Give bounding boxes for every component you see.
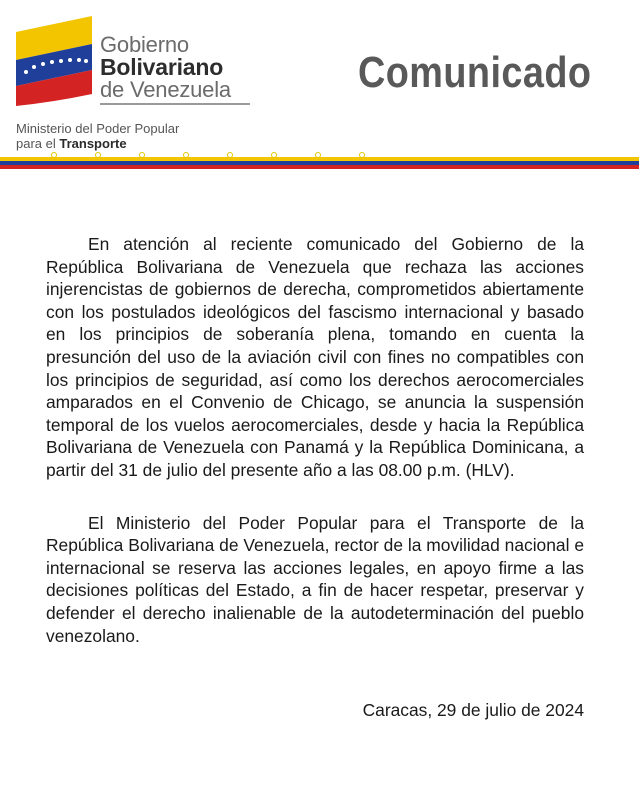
logo-text-line2: Bolivariano	[100, 54, 224, 80]
signature-date: Caracas, 29 de julio de 2024	[362, 700, 584, 720]
star-icon	[228, 153, 232, 157]
ministry-transport: Transporte	[59, 136, 127, 151]
page-title: Comunicado	[358, 48, 592, 97]
star-icon	[96, 153, 100, 157]
star-icon	[184, 153, 188, 157]
letterhead	[0, 0, 639, 175]
paragraph-2: El Ministerio del Poder Popular para el Transporte de la República Bolivariana de Venezuela, rector de la movilidad nacional e internacional se reserva las acciones legales, en apoyo firme a las decisiones políticas del Estado, a fin de hacer respetar, preservar y defender el derecho inalienable de la autodeterminación del pueblo venezolano.	[46, 512, 584, 646]
stripe-stars	[0, 153, 639, 159]
logo-divider	[100, 103, 250, 105]
venezuela-flag-logo-icon	[14, 14, 98, 106]
star-icon	[360, 153, 364, 157]
flag-stripe-red	[0, 165, 639, 169]
star-icon	[316, 153, 320, 157]
star-icon	[52, 153, 56, 157]
star-icon	[272, 153, 276, 157]
ministry-prefix: para el	[16, 136, 60, 151]
statement-body	[46, 233, 584, 677]
logo-text-line1: Gobierno	[100, 32, 189, 57]
star-icon	[140, 153, 144, 157]
paragraph-1: En atención al reciente comunicado del Gobierno de la República Bolivariana de Venezuela que rechaza las acciones injerencistas de gobiernos de derecha, comprometidos abiertamente con los postulados ideológicos del fascismo internacional y basado en los principios de soberanía plena, tomando en cuenta la presunción del uso de la aviación civil con fines no compatibles con los principios de seguridad, así como los derechos aerocomerciales amparados en el Convenio de Chicago, se anuncia la suspensión temporal de los vuelos aerocomerciales, desde y hacia la República Bolivariana de Venezuela con Panamá y la República Dominicana, a partir del 31 de julio del presente año a las 08.00 p.m. (HLV).	[46, 234, 584, 480]
ministry-name-line1: Ministerio del Poder Popular	[16, 121, 180, 136]
logo-text-line3: de Venezuela	[100, 77, 231, 102]
ministry-name-line2	[16, 136, 127, 151]
